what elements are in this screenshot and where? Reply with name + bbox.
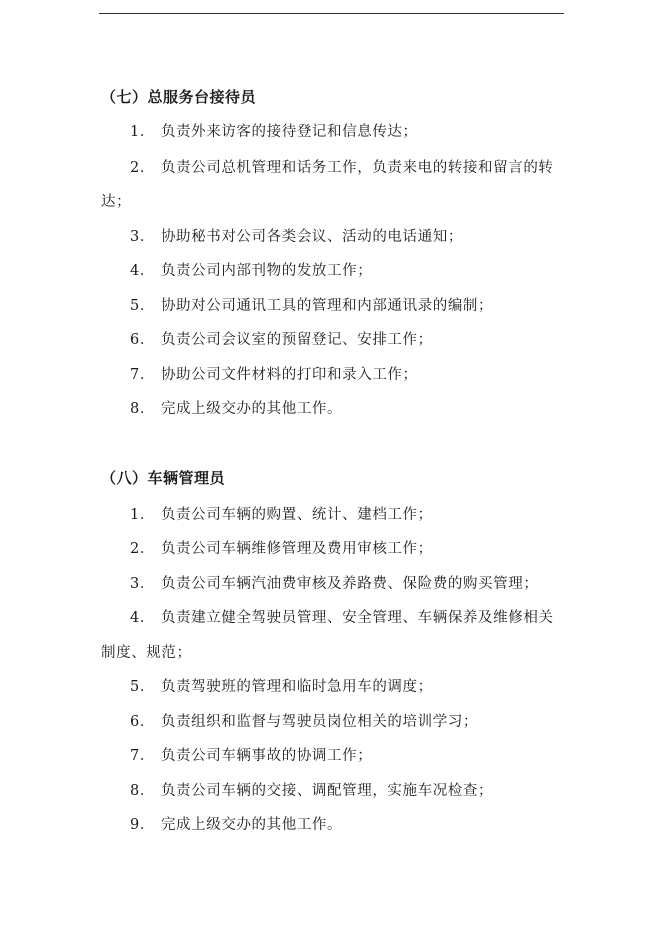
item-number: 4． [130, 263, 155, 279]
item-text: 协助秘书对公司各类会议、活动的电话通知； [160, 229, 463, 245]
list-item [130, 608, 554, 628]
item-number: 1． [130, 507, 155, 523]
list-item [130, 505, 433, 525]
item-text: 完成上级交办的其他工作。 [160, 817, 343, 833]
item-text: 负责驾驶班的管理和临时急用车的调度； [160, 679, 433, 695]
item-number: 2． [130, 541, 155, 557]
list-item [130, 781, 493, 801]
item-number: 9． [130, 817, 155, 833]
item-text: 负责外来访客的接待登记和信息传达； [160, 124, 418, 140]
item-number: 8． [130, 401, 155, 417]
item-continuation: 达； [101, 194, 132, 210]
item-number: 8． [130, 783, 155, 799]
list-item [130, 158, 554, 178]
item-text: 负责公司会议室的预留登记、安排工作； [160, 332, 433, 348]
item-text: 负责组织和监督与驾驶员岗位相关的培训学习； [160, 714, 479, 730]
item-number: 2． [130, 160, 155, 176]
item-number: 5． [130, 679, 155, 695]
item-text: 负责公司车辆维修管理及费用审核工作； [160, 541, 433, 557]
header-rule [99, 13, 564, 14]
item-number: 7． [130, 367, 155, 383]
item-number: 1． [130, 124, 155, 140]
item-number: 7． [130, 748, 155, 764]
item-number: 3． [130, 576, 155, 592]
item-text: 负责公司车辆事故的协调工作； [160, 748, 373, 764]
list-item [130, 746, 372, 766]
item-text: 完成上级交办的其他工作。 [160, 401, 343, 417]
item-number: 6． [130, 714, 155, 730]
list-item [130, 261, 372, 281]
section-title-reception: （七）总服务台接待员 [101, 88, 257, 106]
list-item [130, 677, 433, 697]
item-text: 负责公司总机管理和话务工作，负责来电的转接和留言的转 [160, 160, 554, 176]
item-text: 负责公司内部刊物的发放工作； [160, 263, 373, 279]
item-text: 负责公司车辆汽油费审核及养路费、保险费的购买管理； [160, 576, 539, 592]
item-number: 4． [130, 610, 155, 626]
item-text: 负责公司车辆的购置、统计、建档工作； [160, 507, 433, 523]
item-number: 6． [130, 332, 155, 348]
list-item [130, 296, 493, 316]
item-number: 5． [130, 298, 155, 314]
list-item [130, 815, 342, 835]
list-item [130, 712, 478, 732]
item-text: 协助对公司通讯工具的管理和内部通讯录的编制； [160, 298, 494, 314]
item-text: 负责建立健全驾驶员管理、安全管理、车辆保养及维修相关 [160, 610, 554, 626]
list-item [130, 399, 342, 419]
list-item [130, 227, 463, 247]
list-item [130, 574, 538, 594]
list-item [130, 122, 418, 142]
section-title-vehicle: （八）车辆管理员 [101, 469, 226, 487]
item-text: 负责公司车辆的交接、调配管理，实施车况检查； [160, 783, 494, 799]
item-continuation: 制度、规范； [101, 645, 192, 661]
list-item [130, 365, 418, 385]
item-text: 协助公司文件材料的打印和录入工作； [160, 367, 418, 383]
item-number: 3． [130, 229, 155, 245]
list-item [130, 330, 433, 350]
list-item [130, 539, 433, 559]
